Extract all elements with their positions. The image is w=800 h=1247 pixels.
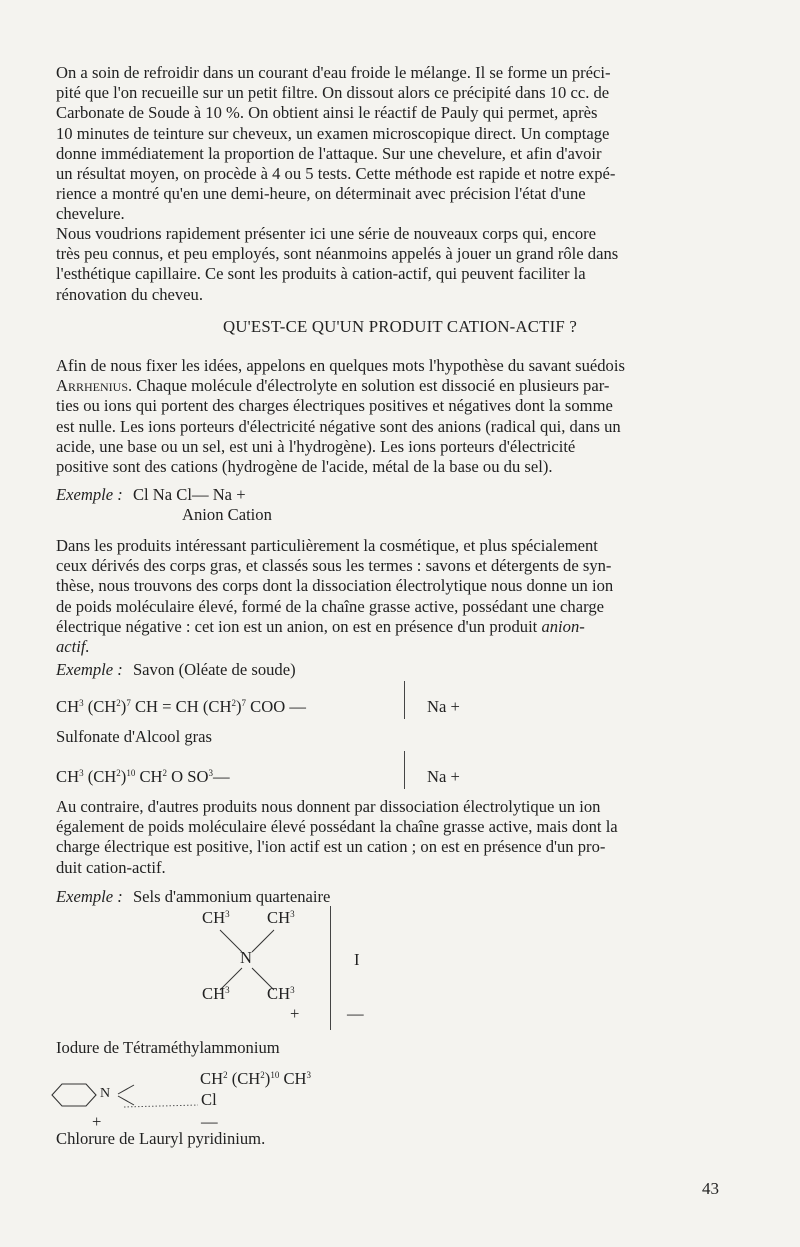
text-line: actif. — [56, 637, 90, 657]
lauryl-chain: $CH^2$ $(CH^2)^{10}$ $CH^3$ — [200, 1069, 312, 1088]
caption-tetramethylammonium: Iodure de Tétraméthylammonium — [56, 1038, 280, 1057]
text-line: ties ou ions qui portent des charges électriques positives et négatives dont la somme — [56, 396, 613, 416]
dotted-bond — [120, 1104, 200, 1110]
text-line: Dans les produits intéressant particulièrement la cosmétique, et plus spécialement — [56, 536, 598, 555]
text-line: un résultat moyen, on procède à 4 ou 5 tests. Cette méthode est rapide et notre expé- — [56, 164, 616, 184]
negative-charge: — — [347, 1004, 364, 1023]
example-label: Exemple : — [56, 887, 123, 906]
pyridine-ring-icon — [50, 1082, 100, 1108]
text-line: thèse, nous trouvons des corps dont la dissociation électrolytique nous donne un ion — [56, 576, 614, 596]
text-line: 10 minutes de teinture sur cheveux, un examen microscopique direct. Un comptage — [56, 123, 610, 143]
ion-labels: Anion Cation — [182, 505, 272, 524]
sodium-ion: Na + — [427, 767, 460, 786]
text-line: Au contraire, d'autres produits nous donnent par dissociation électrolytique un ion — [56, 797, 601, 816]
text-line: positive sont des cations (hydrogène de l'acide, métal de la base ou du sel). — [56, 457, 553, 477]
paragraph-arrhenius — [56, 356, 738, 477]
text-line: On a soin de refroidir dans un courant d'eau froide le mélange. Il se forme un préci- — [56, 63, 611, 82]
text-line: électrique négative : cet ion est un anion, on est en présence d'un produit anion- — [56, 616, 585, 636]
text-line: pité que l'on recueille sur un petit filtre. On dissout alors ce précipité dans 10 cc. de — [56, 83, 610, 103]
methyl-group: $CH^3$ — [202, 984, 230, 1003]
methyl-group: $CH^3$ — [267, 984, 295, 1003]
section-heading: QU'EST-CE QU'UN PRODUIT CATION-ACTIF ? — [223, 317, 577, 336]
text-line: rénovation du cheveu. — [56, 284, 203, 304]
text-line: l'esthétique capillaire. Ce sont les produits à cation-actif, qui peuvent faciliter la — [56, 264, 586, 284]
example-label: Exemple : — [56, 660, 123, 679]
text-line: également de poids moléculaire élevé possédant la chaîne grasse active, mais dont la — [56, 817, 618, 837]
text-line: ceux dérivés des corps gras, et classés sous les termes : savons et détergents de syn- — [56, 556, 612, 576]
example-label: Exemple : — [56, 485, 123, 504]
text-line: charge électrique est positive, l'ion actif est un cation ; on est en présence d'un pro- — [56, 837, 606, 857]
negative-charge: — — [201, 1112, 218, 1131]
example-2: Exemple : Savon (Oléate de soude) — [56, 660, 296, 679]
chloride: Cl — [201, 1090, 217, 1109]
text-line: Carbonate de Soude à 10 %. On obtient ainsi le réactif de Pauly qui permet, après — [56, 103, 598, 123]
paragraph-anion-actif — [56, 536, 738, 657]
text-line: très peu connus, et peu employés, sont néanmoins appelés à jouer un grand rôle dans — [56, 244, 619, 264]
author-name: Arrhenius — [56, 376, 128, 396]
separator-line — [404, 681, 405, 719]
iodide-ion: I — [354, 950, 360, 969]
paragraph-pauly-reagent — [56, 63, 738, 225]
text-line: Afin de nous fixer les idées, appelons en quelques mots l'hypothèse du savant suédois — [56, 356, 625, 375]
example-1 — [56, 485, 246, 505]
formula-sulfonate: $CH^3$ $(CH^2)^{10}$ $CH^2$ O $SO^3—$ — [56, 767, 230, 786]
text-line: acide, une base ou un sel, est uni à l'hydrogène). Les ions porteurs d'électricité — [56, 436, 576, 456]
caption-lauryl-pyridinium: Chlorure de Lauryl pyridinium. — [56, 1129, 266, 1148]
sulfonate-label: Sulfonate d'Alcool gras — [56, 727, 212, 746]
page-number: 43 — [702, 1179, 719, 1198]
formula-oleate: $CH^3$ $(CH^2)^7$ CH = CH $(CH^2)^7$ COO — — [56, 697, 306, 716]
nitrogen-atom: N — [240, 948, 252, 967]
text-line: Arrhenius. Chaque molécule d'électrolyte en solution est dissocié en plusieurs par- — [56, 376, 610, 396]
nitrogen-atom: N — [100, 1086, 111, 1101]
text-line: chevelure. — [56, 204, 125, 224]
text-line: Nous voudrions rapidement présenter ici une série de nouveaux corps qui, encore — [56, 224, 597, 243]
separator-line — [404, 751, 405, 789]
example-3: Exemple : Sels d'ammonium quartenaire — [56, 887, 331, 906]
paragraph-new-bodies — [56, 224, 738, 305]
methyl-group: $CH^3$ — [202, 908, 230, 927]
paragraph-cation-actif — [56, 797, 738, 878]
formula-nacl: Cl Na Cl— Na + — [132, 485, 246, 504]
text-line: est nulle. Les ions porteurs d'électricité négative sont des anions (radical qui, dans un — [56, 416, 621, 436]
separator-line — [330, 906, 331, 1030]
sodium-ion: Na + — [427, 697, 460, 716]
text-line: duit cation-actif. — [56, 857, 166, 877]
text-line: rience a montré qu'en une demi-heure, on déterminait avec précision l'état d'une — [56, 184, 586, 204]
positive-charge: + — [92, 1112, 102, 1131]
methyl-group: $CH^3$ — [267, 908, 295, 927]
text-line: de poids moléculaire élevé, formé de la chaîne grasse active, possédant une charge — [56, 596, 604, 616]
text-line: donne immédiatement la proportion de l'attaque. Sur une chevelure, et afin d'avoir — [56, 143, 602, 163]
positive-charge: + — [290, 1004, 300, 1023]
